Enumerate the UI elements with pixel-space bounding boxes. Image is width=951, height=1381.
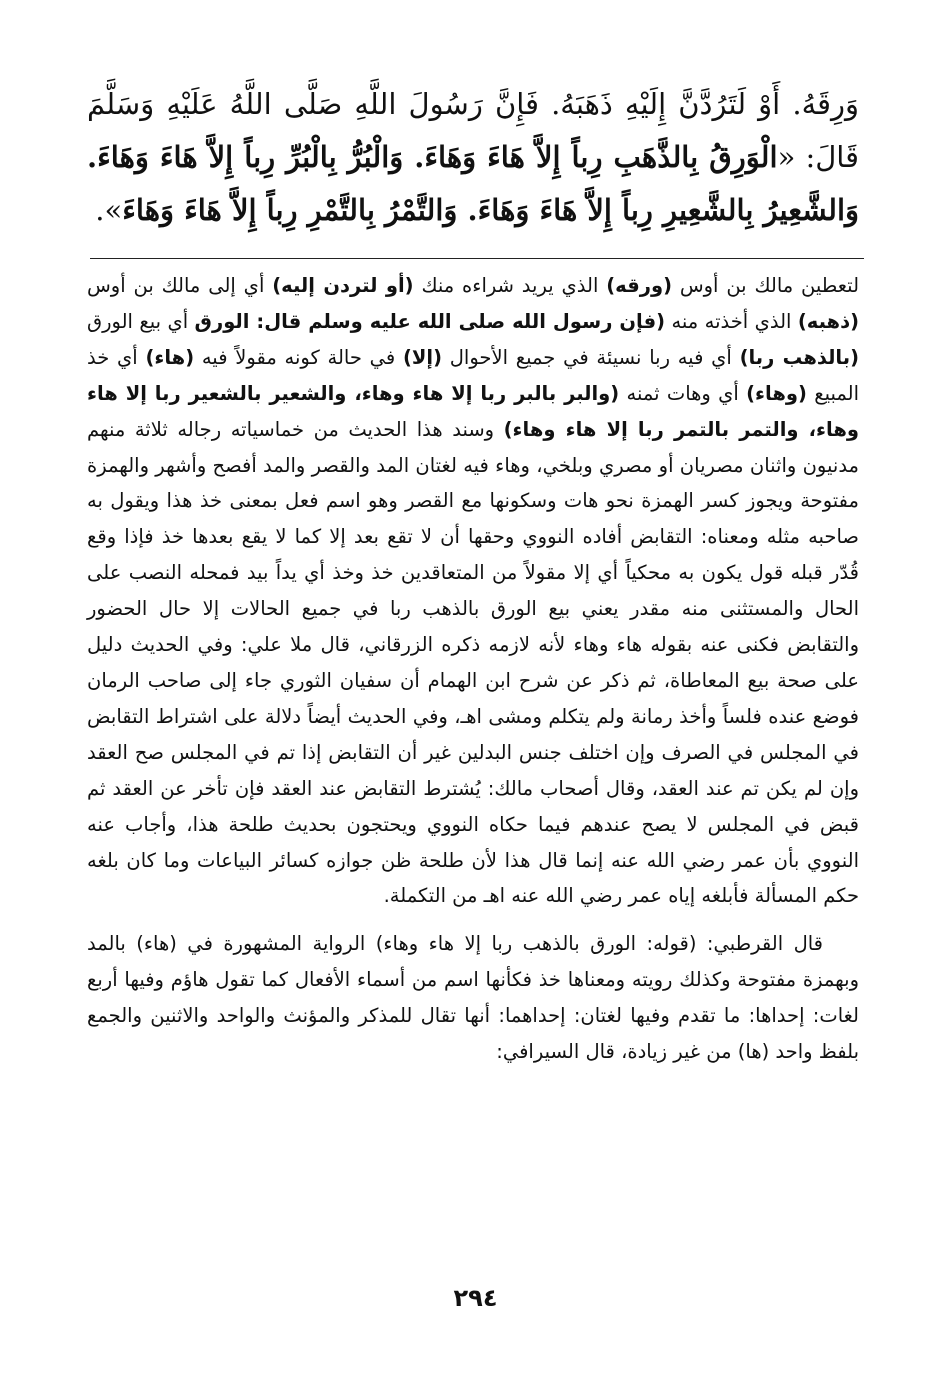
- quoted-term: (ورقه): [606, 274, 672, 297]
- hadith-closing: ».: [95, 193, 123, 227]
- quoted-term: (إلا): [402, 345, 442, 369]
- text-run: أي فيه ربا نسيئة في جميع الأحوال: [442, 345, 740, 369]
- text-run: الذي أخذته منه: [665, 309, 798, 333]
- commentary-paragraph-2: قال القرطبي: (قوله: الورق بالذهب ربا إلا هاء وهاء) الرواية المشهورة في (هاء) بالمد وبهمزة مفتوحة وكذلك رويته ومعناها خذ فكأنها اسم من أسماء الأفعال كما تقول هاؤم وفيها أربع لغات: إحداها: ما تقدم وفيها لغتان: إحداهما: أنها تقال للمذكر والمؤنث والواحد والاثنين والجمع بلفظ واحد (ها) من غير زيادة، قال السيرافي:: [87, 932, 859, 1064]
- quoted-term: (فإن رسول الله صلى الله عليه وسلم قال: الورق: [194, 309, 666, 333]
- hadith-intro: وَرِقَهُ. أَوْ لَتَرُدَّنَّ إِلَيْهِ ذَهَبَهُ. فَإِنَّ رَسُولَ اللَّهِ صَلَّى اللَّهُ عَلَيْهِ وَسَلَّمَ قَالَ: «: [87, 87, 859, 174]
- quoted-term: (بالذهب ربا): [739, 345, 859, 369]
- quoted-term: (هاء): [145, 345, 195, 369]
- text-run: أي إلى مالك بن أوس: [87, 274, 273, 297]
- text-run: الذي يريد شراءه منك: [413, 274, 607, 297]
- hadith-text: [87, 78, 859, 237]
- text-run: أي خذ المبيع: [87, 345, 859, 405]
- commentary-text: [87, 268, 859, 1070]
- quoted-term: (والبر بالبر ربا إلا هاء وهاء، والشعير بالشعير ربا إلا هاء وهاء، والتمر بالتمر ربا إلا هاء وهاء): [87, 381, 859, 441]
- text-run: في حالة كونه مقولاً فيه: [194, 345, 403, 369]
- quoted-term: (ذهبه): [797, 309, 859, 333]
- text-run: أي وهات ثمنه: [619, 381, 747, 405]
- quoted-term: (وهاء): [746, 381, 807, 405]
- text-run: وسند هذا الحديث من خماسياته رجاله ثلاثة منهم مدنيون واثنان مصريان أو مصري وبلخي، وهاء فيه لغتان المد والقصر والمد أفصح وأشهر والهمزة مفتوحة ويجوز كسر الهمزة نحو هات وسكونها مع القصر وهو اسم فعل بمعنى خذ هذا ويقول به صاحبه مثله ومعناه: التقابض أفاده النووي وحقها أن لا تقع بعد إلا كما لا يقع بعدها خذ فإذا وقع قُدّر قبله قول يكون به محكياً أي إلا مقولاً من المتعاقدين خذ وخذ أي يداً بيد فمحله النصب على الحال والمستثنى منه مقدر يعني بيع الورق بالذهب ربا في جميع الحالات إلا حال الحضور والتقابض فكنى عنه بقوله هاء وهاء لأنه لازمه ذكره الزرقاني، قال ملا علي: وفي الحديث دليل على صحة بيع المعاطاة، ثم ذكر عن شرح ابن الهمام أن سفيان الثوري جاء إلى صاحب الرمان فوضع عنده فلساً وأخذ رمانة ولم يتكلم ومشى اهـ، وفي الحديث أيضاً دلالة على اشتراط التقابض في المجلس في الصرف وإن اختلف جنس البدلين غير أن التقابض إذا تم في المجلس صح العقد وإن لم يكن تم عند العقد، وقال أصحاب مالك: يُشترط التقابض عند العقد فإن تأخر عن العقد ثم قبض في المجلس لا يصح عندهم فيما حكاه النووي ويحتجون بحديث طلحة هذا، وأجاب عنه النووي بأن عمر رضي الله عنه إنما قال هذا لأن طلحة ظن جوازه كسائر البياعات وما كان بلغه حكم المسألة فأبلغه إياه عمر رضي الله عنه اهـ من التكملة.: [87, 417, 859, 908]
- quoted-term: (أو لتردن إليه): [272, 274, 414, 297]
- hadith-quote: الْوَرِقُ بِالذَّهَبِ رِباً إِلاَّ هَاءَ وَهَاءَ. وَالْبُرُّ بِالْبُرِّ رِباً إِلاَّ هَاءَ وَهَاءَ. وَالشَّعِيرُ بِالشَّعِيرِ رِباً إِلاَّ هَاءَ وَهَاءَ. وَالتَّمْرُ بِالتَّمْرِ رِباً إِلاَّ هَاءَ وَهَاءَ: [87, 140, 859, 227]
- commentary-paragraph-1: [87, 268, 859, 914]
- separator-line: [90, 258, 864, 259]
- text-run: لتعطين مالك بن أوس: [671, 274, 860, 297]
- text-run: أي بيع الورق: [87, 309, 195, 333]
- page-number: ٢٩٤: [453, 1284, 498, 1312]
